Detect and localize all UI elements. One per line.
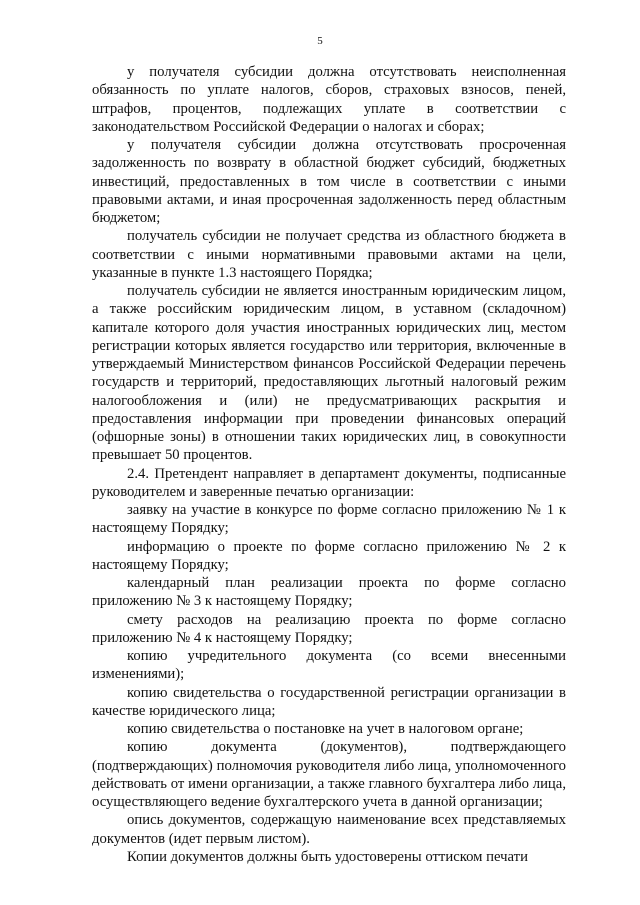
paragraph: календарный план реализации проекта по форме согласно приложению № 3 к настоящему Порядку;	[92, 575, 566, 610]
paragraph: у получателя субсидии должна отсутствовать просроченная задолженность по возврату в областной бюджет субсидий, бюджетных инвестиций, предоставленных в том числе в соответствии с иными правовыми актами, и иная просроченная задолженность перед областным бюджетом;	[92, 137, 566, 226]
paragraph: получатель субсидии не получает средства из областного бюджета в соответствии с иными нормативными правовыми актами на цели, указанные в пункте 1.3 настоящего Порядка;	[92, 228, 566, 281]
paragraph: копию свидетельства о постановке на учет в налоговом органе;	[127, 721, 524, 737]
paragraph: получатель субсидии не является иностранным юридическим лицом, а также российским юридическим лицом, в уставном (складочном) капитале которого доля участия иностранных юридических лиц, местом регистрации которых является государство или территория, включенные в утверждаемый Министерством финансов Российской Федерации перечень государств и территорий, предоставляющих льготный налоговый режим налогообложения и (или) не предусматривающих раскрытия и предоставления информации при проведении финансовых операций (офшорные зоны) в отношении таких юридических лиц, в совокупности превышает 50 процентов.	[92, 283, 566, 464]
paragraph: 2.4. Претендент направляет в департамент документы, подписанные руководителем и заверенные печатью организации:	[92, 465, 566, 500]
paragraph: у получателя субсидии должна отсутствовать неисполненная обязанность по уплате налогов, сборов, страховых взносов, пеней, штрафов, процентов, подлежащих уплате в соответствии с законодательством Российской Федерации о налогах и сборах;	[92, 64, 566, 135]
paragraph: смету расходов на реализацию проекта по форме согласно приложению № 4 к настоящему Порядку;	[92, 611, 566, 646]
page-number: 5	[317, 35, 323, 47]
paragraph: копию документа (документов), подтверждающего (подтверждающих) полномочия руководителя либо лица, уполномоченного действовать от имени организации, а также главного бухгалтера либо лица, осуществляющего ведение бухгалтерского учета в данной организации;	[92, 739, 566, 810]
paragraph: копию свидетельства о государственной регистрации организации в качестве юридического лица;	[92, 684, 566, 719]
paragraph: заявку на участие в конкурсе по форме согласно приложению № 1 к настоящему Порядку;	[92, 502, 566, 537]
document-body	[92, 63, 566, 866]
paragraph: опись документов, содержащую наименование всех представляемых документов (идет первым листом).	[92, 812, 566, 847]
paragraph: информацию о проекте по форме согласно приложению № 2 к настоящему Порядку;	[92, 538, 566, 573]
paragraph: копию учредительного документа (со всеми внесенными изменениями);	[92, 648, 566, 683]
paragraph: Копии документов должны быть удостоверены оттиском печати	[127, 848, 528, 865]
